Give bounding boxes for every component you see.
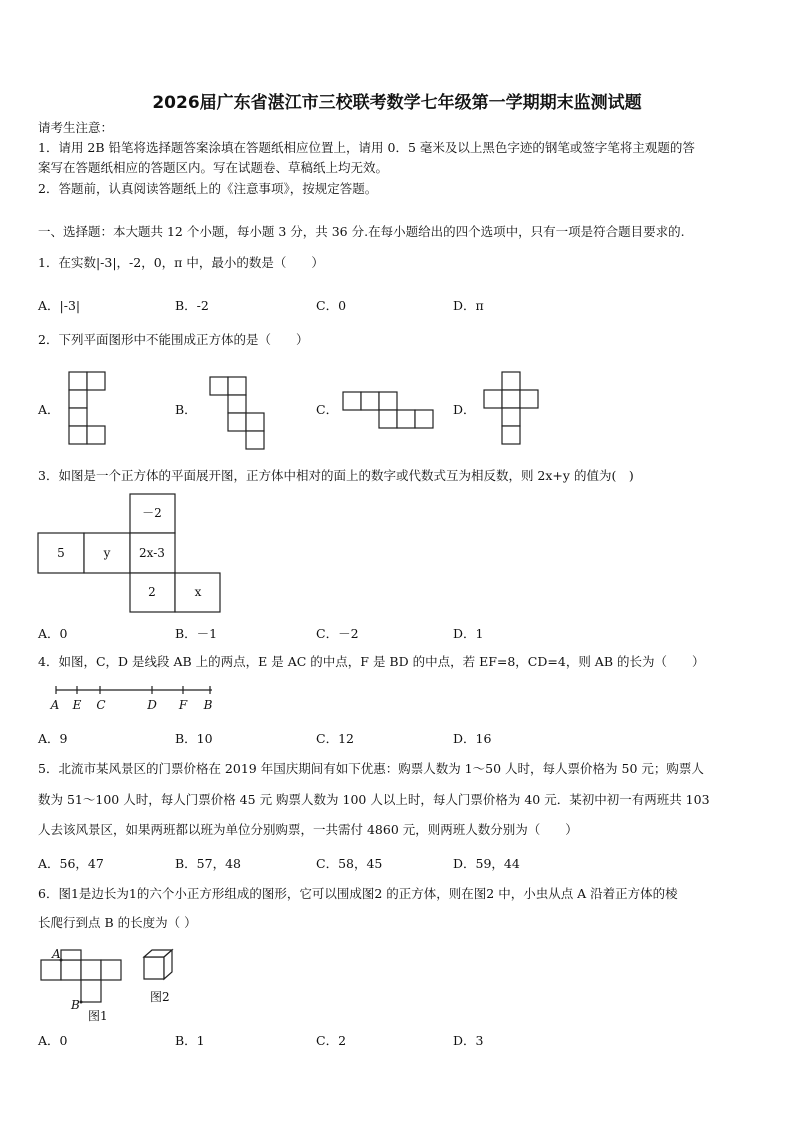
q3-cell-left: 5 [57,546,65,560]
q1-option-c[interactable]: C．0 [316,298,347,313]
q4-point-d: D [147,698,157,712]
q6-option-a[interactable]: A．0 [38,1033,68,1048]
q3-cell-bottom-right: x [194,585,202,599]
question-5-line3: 人去该风景区，如果两班都以班为单位分别购票，一共需付 4860 元，则两班人数分别为（ ） [38,822,578,837]
q4-point-e: E [72,698,82,712]
q6-fig1-label: 图1 [88,1009,108,1023]
q4-point-a: A [50,698,60,712]
q6-fig2-label: 图2 [150,990,170,1004]
q3-option-b[interactable]: B．－1 [175,626,218,641]
q1-option-d[interactable]: D．π [453,298,484,313]
q5-option-d[interactable]: D．59，44 [453,856,520,871]
question-5-line2: 数为 51～100 人时，每人门票价格 45 元 购票人数为 100 人以上时，每人门票价格为 40 元．某初中初一有两班共 103 [38,792,710,807]
q6-option-b[interactable]: B．1 [175,1033,205,1048]
question-6-line1: 6．图1是边长为1的六个小正方形组成的图形，它可以围成图2 的正方体，则在图2 中，小虫从点 A 沿着正方体的棱 [38,886,678,901]
q3-option-d[interactable]: D．1 [453,626,484,641]
q5-option-c[interactable]: C．58，45 [316,856,383,871]
q5-option-a[interactable]: A．56，47 [38,856,104,871]
q4-option-c[interactable]: C．12 [316,731,354,746]
q3-cell-mid-left: y [103,546,111,560]
q2-option-a[interactable]: A． [38,402,60,417]
q4-point-b: B [203,698,213,712]
q3-cell-top: －2 [142,506,162,520]
q6-point-a: A [52,947,61,961]
q4-point-c: C [96,698,106,712]
q4-option-b[interactable]: B．10 [175,731,213,746]
section-heading: 一、选择题：本大题共 12 个小题，每小题 3 分，共 36 分.在每小题给出的四个选项中，只有一项是符合题目要求的. [38,224,685,239]
notice-item1-line1: 1．请用 2B 铅笔将选择题答案涂填在答题纸相应位置上，请用 0．5 毫米及以上黑色字迹的钢笔或签字笔将主观题的答 [38,140,695,155]
q6-option-d[interactable]: D．3 [453,1033,484,1048]
question-4-text: 4．如图，C，D 是线段 AB 上的两点，E 是 AC 的中点，F 是 BD 的中点，若 EF=8，CD=4，则 AB 的长为（ ） [38,654,705,669]
q3-option-a[interactable]: A．0 [38,626,68,641]
q1-option-b[interactable]: B．-2 [175,298,209,313]
q4-point-f: F [178,698,188,712]
page-title: 2026届广东省湛江市三校联考数学七年级第一学期期末监测试题 [152,93,642,113]
q6-option-c[interactable]: C．2 [316,1033,347,1048]
q1-option-a[interactable]: A．|-3| [38,298,81,313]
q6-figure-1 [38,946,130,1022]
notice-item2: 2．答题前，认真阅读答题纸上的《注意事项》，按规定答题。 [38,181,378,196]
q2-option-b[interactable]: B． [175,402,197,417]
q6-figure-2 [140,947,180,1005]
q6-point-b: B [71,998,80,1012]
q2-option-d[interactable]: D． [453,402,476,417]
q3-net-figure [38,494,224,616]
q4-option-d[interactable]: D．16 [453,731,492,746]
q3-option-c[interactable]: C．－2 [316,626,359,641]
q5-option-b[interactable]: B．57，48 [175,856,241,871]
q2-net-b-figure [209,376,271,452]
notice-heading: 请考生注意： [38,120,114,135]
q2-option-c[interactable]: C． [316,402,339,417]
q4-segment-figure [50,684,220,714]
notice-item1-line2: 案写在答题纸相应的答题区内。写在试题卷、草稿纸上均无效。 [38,160,389,175]
question-2-text: 2．下列平面图形中不能围成正方体的是（ ） [38,332,309,347]
q2-net-c-figure [342,391,438,431]
q2-net-d-figure [483,371,543,449]
q3-cell-bottom: 2 [148,585,156,599]
q4-option-a[interactable]: A．9 [38,731,68,746]
q2-net-a-figure [68,371,108,447]
q3-cell-mid: 2x-3 [139,546,165,560]
question-1-text: 1．在实数|-3|，-2，0，π 中，最小的数是（ ） [38,255,324,270]
question-3-text: 3．如图是一个正方体的平面展开图，正方体中相对的面上的数字或代数式互为相反数，则 2x+y 的值为( ) [38,468,634,483]
question-5-line1: 5．北流市某风景区的门票价格在 2019 年国庆期间有如下优惠：购票人数为 1～50 人时，每人票价格为 50 元；购票人 [38,761,704,776]
question-6-line2: 长爬行到点 B 的长度为（ ） [38,915,197,930]
